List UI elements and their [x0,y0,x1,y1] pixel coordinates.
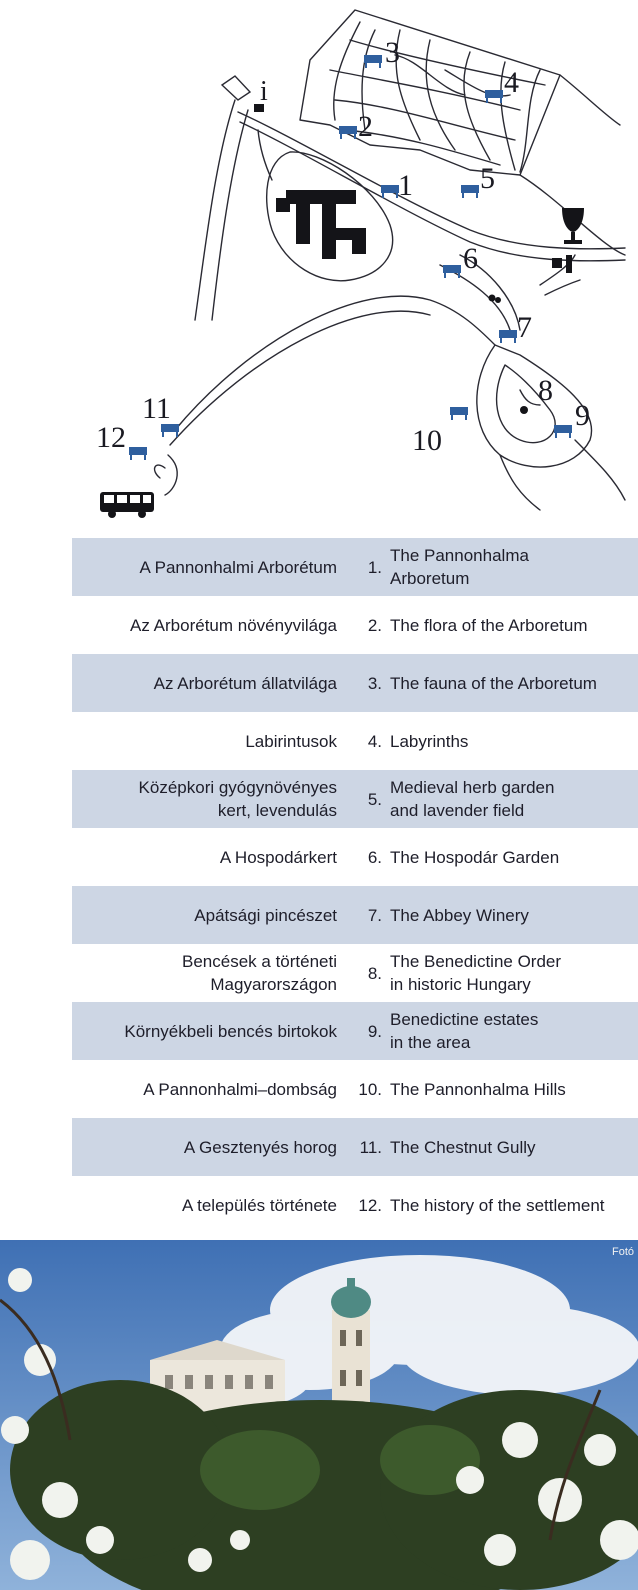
english-name: The Benedictine Order in historic Hungary [390,952,562,994]
legend-row [72,1118,638,1176]
stop-number: 11. [359,1137,382,1157]
stop-number: 12 [96,421,126,454]
stop-number: 9. [367,1021,382,1041]
legend-row [72,596,638,654]
hungarian-name: Középkori gyógynövényes kert, levendulás [138,778,337,820]
english-name: The fauna of the Arboretum [390,673,597,693]
bench-icon [382,186,398,198]
stop-number: 5 [480,162,495,195]
english-name: Medieval herb garden and lavender field [390,778,555,820]
stop-number: 4 [504,66,519,99]
photo-credit: Fotó [611,1246,634,1258]
stop-number: 5. [367,789,382,809]
hungarian-name: Az Arborétum állatvilága [153,673,337,693]
hungarian-name: A Pannonhalmi–dombság [143,1079,337,1099]
bench-icon [162,425,178,437]
bench-icon [444,266,460,278]
legend-row [72,828,638,886]
stop-11[interactable] [142,392,178,437]
legend-row [72,712,638,770]
english-name: The Pannonhalma Arboretum [390,546,529,588]
english-name: The Abbey Winery [390,905,529,925]
english-name: Labyrinths [390,731,469,751]
stop-number: 8. [367,963,382,983]
info-marker-label: i [260,76,268,107]
bench-icon [365,56,381,68]
stop-number: 9 [575,399,590,432]
stop-number: 12. [358,1195,382,1215]
bench-icon [130,448,146,460]
legend-row [72,944,638,1002]
stop-number: 6. [367,847,382,867]
stop-number: 7 [517,311,532,344]
trail-map [0,0,638,530]
stop-9[interactable] [555,399,590,438]
bench-icon [555,426,571,438]
english-name: The Hospodár Garden [390,847,560,867]
hungarian-name: A település története [181,1195,337,1215]
english-name: The history of the settlement [390,1195,605,1215]
hungarian-name: A Gesztenyés horog [183,1137,337,1157]
stop-number: 6 [463,242,478,275]
stop-number: 8 [538,374,553,407]
stop-number: 10 [412,424,442,457]
bench-icon [500,331,516,343]
stop-number: 3. [367,673,382,693]
stop-12[interactable] [96,421,146,460]
english-name: The flora of the Arboretum [390,615,588,635]
stop-number: 1 [398,169,413,202]
building-icon [276,190,366,259]
legend-row [72,770,638,828]
legend-row [72,886,638,944]
stop-1[interactable] [382,169,413,202]
hungarian-name: Labirintusok [245,731,337,751]
legend-row [72,538,638,596]
hungarian-name: A Hospodárkert [219,847,337,867]
stop-number: 3 [385,36,400,69]
hungarian-name: Az Arborétum növényvilága [130,615,337,635]
english-name: The Chestnut Gully [390,1137,536,1157]
stop-10[interactable] [412,408,467,457]
abbey-photo [0,1240,638,1590]
hungarian-name: Bencések a történeti Magyarországon [182,952,337,994]
stop-number: 2. [367,615,382,635]
hungarian-name: A Pannonhalmi Arborétum [139,557,337,577]
hungarian-name: Apátsági pincészet [194,905,337,925]
stop-number: 11 [142,392,171,425]
legend-row [72,1002,638,1060]
stop-number: 2 [358,110,373,143]
english-name: The Pannonhalma Hills [390,1079,566,1099]
stop-8[interactable] [538,374,553,407]
legend-row [72,1060,638,1118]
stop-number: 1. [367,557,382,577]
bus-icon [100,492,154,518]
stop-5[interactable] [462,162,495,198]
stop-number: 7. [367,905,382,925]
bench-icon [451,408,467,420]
stop-6[interactable] [444,242,478,278]
hungarian-name: Környékbeli bencés birtokok [124,1021,337,1041]
bench-icon [486,91,502,103]
stop-number: 4. [367,731,382,751]
legend-row [72,654,638,712]
stops-legend [72,538,638,1234]
info-pointer-icon [222,76,250,100]
stop-number: 10. [358,1079,382,1099]
bench-icon [462,186,478,198]
wine-glass-icon [562,208,584,244]
legend-row [72,1176,638,1234]
english-name: Benedictine estates in the area [390,1010,539,1052]
